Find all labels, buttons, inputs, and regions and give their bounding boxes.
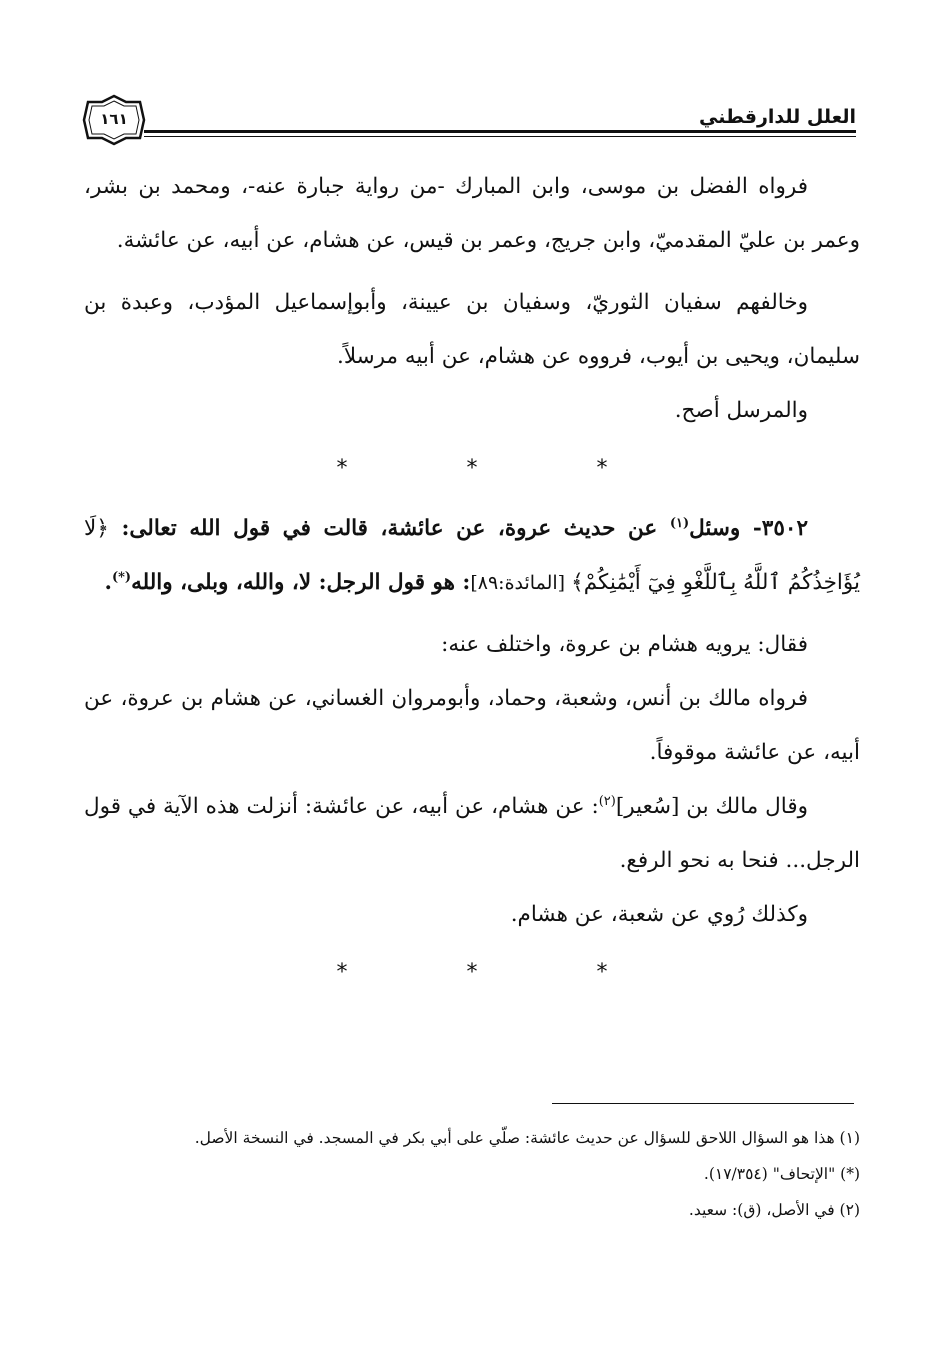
page-number: ١٦١ [100,110,128,128]
paragraph [84,780,860,888]
footnote-divider [552,1103,854,1104]
footnote: (٢) في الأصل، (ق): سعيد. [688,1201,860,1219]
main-text [84,160,860,1000]
entry-text-end: . [104,570,112,595]
paragraph: وكذلك رُوي عن شعبة، عن هشام. [510,902,808,927]
verse-reference: [المائدة:٨٩] [470,572,572,594]
page-number-badge [82,94,146,146]
footnote: (١) هذا هو السؤال اللاحق للسؤال عن حديث عائشة: صلّي على أبي بكر في المسجد. في النسخة الأصل. [194,1129,860,1147]
footnote-marker: (٢) [598,793,616,809]
footnote-marker: (١) [669,515,690,531]
header-rule [144,130,856,133]
entry-text: عن حديث عروة، عن عائشة، قالت في قول الله تعالى: [108,516,670,541]
paragraph: فقال: يرويه هشام بن عروة، واختلف عنه: [441,632,808,657]
page-header [82,86,856,150]
quran-verse: ﴿لَا يُؤَاخِذُكُمُ ٱللَّهُ بِٱللَّغْوِ فِيٓ أَيْمَٰنِكُمْ﴾ [84,516,860,595]
paragraph: فرواه مالك بن أنس، وشعبة، وحماد، وأبومروان الغساني، عن هشام بن عروة، عن أبيه، عن عائشة موقوفاً. [84,686,860,765]
entry-question [84,502,860,610]
section-separator: * * * [336,456,664,481]
footnotes [84,1120,860,1228]
footnote: (*) "الإتحاف" (١٧/٣٥٤). [703,1165,860,1183]
paragraph: والمرسل أصح. [674,398,808,423]
paragraph: فرواه الفضل بن موسى، وابن المبارك -من رواية جبارة عنه-، ومحمد بن بشر، وعمر بن عليّ المقدميّ، وابن جريج، وعمر بن قيس، عن هشام، عن أبيه، عن عائشة. [84,174,860,253]
entry-number: ٣٥٠٢- وسئل [689,516,808,541]
paragraph: وخالفهم سفيان الثوريّ، وسفيان بن عيينة، وأبوإسماعيل المؤدب، وعبدة بن سليمان، ويحيى بن أيوب، فرووه عن هشام، عن أبيه مرسلاً. [84,290,860,369]
section-separator: * * * [336,960,664,985]
malik-text: : عن هشام، عن أبيه، عن عائشة: أنزلت هذه الآية في قول الرجل... فنحا به نحو الرفع. [84,794,860,873]
footnote-marker: (*) [111,569,132,585]
malik-text: وقال مالك بن [سُعير] [615,794,809,819]
header-rule-thin [144,136,856,137]
book-title: العلل للدارقطني [699,106,856,128]
entry-text: : هو قول الرجل: لا، والله، وبلى، والله [131,570,471,595]
